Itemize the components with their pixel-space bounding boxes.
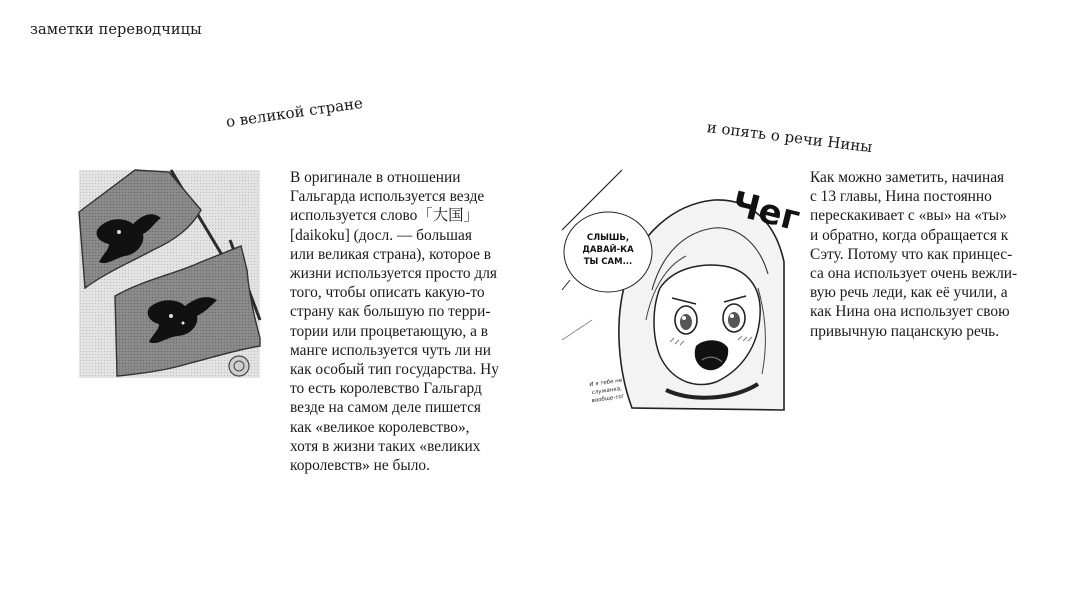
speech-bubble-line: ДАВАЙ-КА bbox=[582, 245, 634, 255]
section-text-nina-speech bbox=[810, 168, 1050, 341]
text-line: того, чтобы описать какую-то bbox=[290, 284, 485, 302]
text-line: как Нина она использует свою bbox=[810, 303, 1010, 321]
text-line: как особый тип государства. Ну bbox=[290, 361, 499, 379]
text-line: Гальгарда используется везде bbox=[290, 188, 485, 206]
text-line: привычную пацанскую речь. bbox=[810, 322, 1000, 340]
text-line: Сэту. Потому что как принцес- bbox=[810, 245, 1013, 263]
text-line: с 13 главы, Нина постоянно bbox=[810, 188, 992, 206]
text-line: манге используется чуть ли ни bbox=[290, 341, 492, 359]
sound-effect-text: Чег bbox=[727, 183, 804, 240]
section-title-nina-speech: и опять о речи Нины bbox=[705, 118, 874, 157]
text-line: перескакивает с «вы» на «ты» bbox=[810, 207, 1007, 225]
handwritten-note-line: служанка, bbox=[591, 385, 623, 397]
text-line: королевств» не было. bbox=[290, 457, 430, 475]
text-line: как «великое королевство», bbox=[290, 418, 470, 436]
text-line: или великая страна), которое в bbox=[290, 245, 492, 263]
text-line: са она использует очень вежли- bbox=[810, 265, 1018, 283]
text-line: то есть королевство Гальгард bbox=[290, 380, 482, 398]
text-line: В оригинале в отношении bbox=[290, 169, 461, 186]
text-line: жизни используется просто для bbox=[290, 265, 498, 283]
text-line: тории или процветающую, а в bbox=[290, 322, 489, 340]
handwritten-note-line: вообще-то! bbox=[591, 393, 625, 405]
speech-bubble-line: ТЫ САМ... bbox=[583, 257, 633, 267]
page-title: заметки переводчицы bbox=[30, 22, 202, 38]
text-line: используется слово「大国」 bbox=[290, 207, 479, 225]
text-line: вую речь леди, как её учили, а bbox=[810, 284, 1008, 302]
manga-girl-illustration-icon bbox=[562, 170, 804, 410]
speech-bubble-line: СЛЫШЬ, bbox=[586, 233, 630, 243]
text-line: страну как большую по терри- bbox=[290, 303, 491, 321]
handwritten-note-line: И я тебе не bbox=[589, 377, 623, 389]
text-line: [daikoku] (досл. — большая bbox=[290, 226, 472, 244]
flags-illustration-icon bbox=[79, 170, 260, 378]
text-line: хотя в жизни таких «великих bbox=[290, 437, 481, 455]
section-text-great-country bbox=[290, 168, 540, 475]
text-line: везде на самом деле пишется bbox=[290, 399, 482, 417]
text-line: Как можно заметить, начиная bbox=[810, 169, 1005, 186]
section-title-great-country: о великой стране bbox=[224, 93, 364, 131]
text-line: и обратно, когда обращается к bbox=[810, 226, 1009, 244]
